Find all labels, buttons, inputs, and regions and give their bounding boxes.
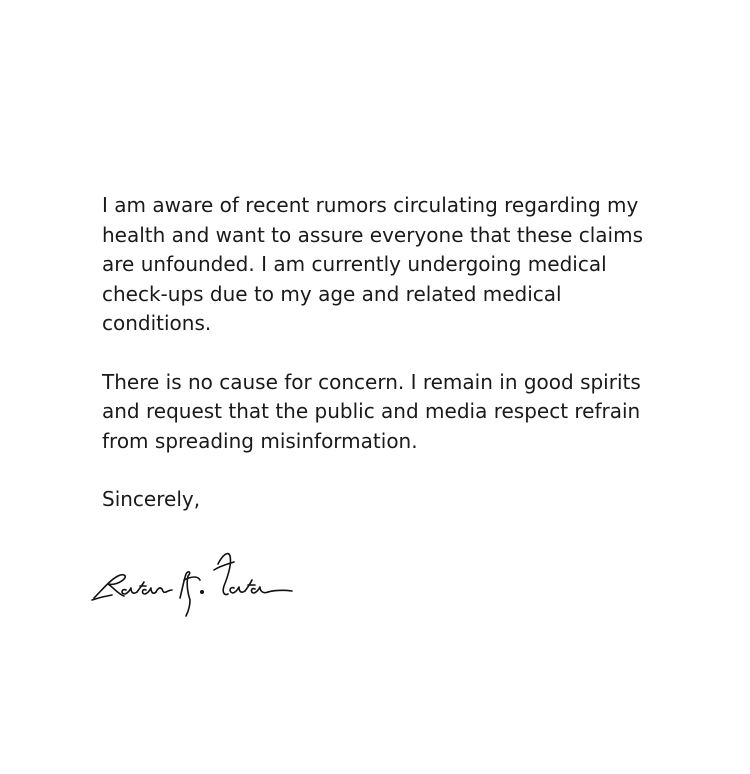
paragraph-rumors: I am aware of recent rumors circulating regarding my health and want to assure everyone that these claims are unfounded. I am currently undergoing medical check-ups due to my age and related medical conditions. [102, 193, 644, 335]
paragraph-no-concern: There is no cause for concern. I remain in good spirits and request that the public and media respect refrain from spreading misinformation. [102, 369, 641, 453]
letter-body [102, 191, 662, 515]
handwritten-signature [88, 540, 298, 624]
closing-salutation: Sincerely, [102, 487, 201, 511]
